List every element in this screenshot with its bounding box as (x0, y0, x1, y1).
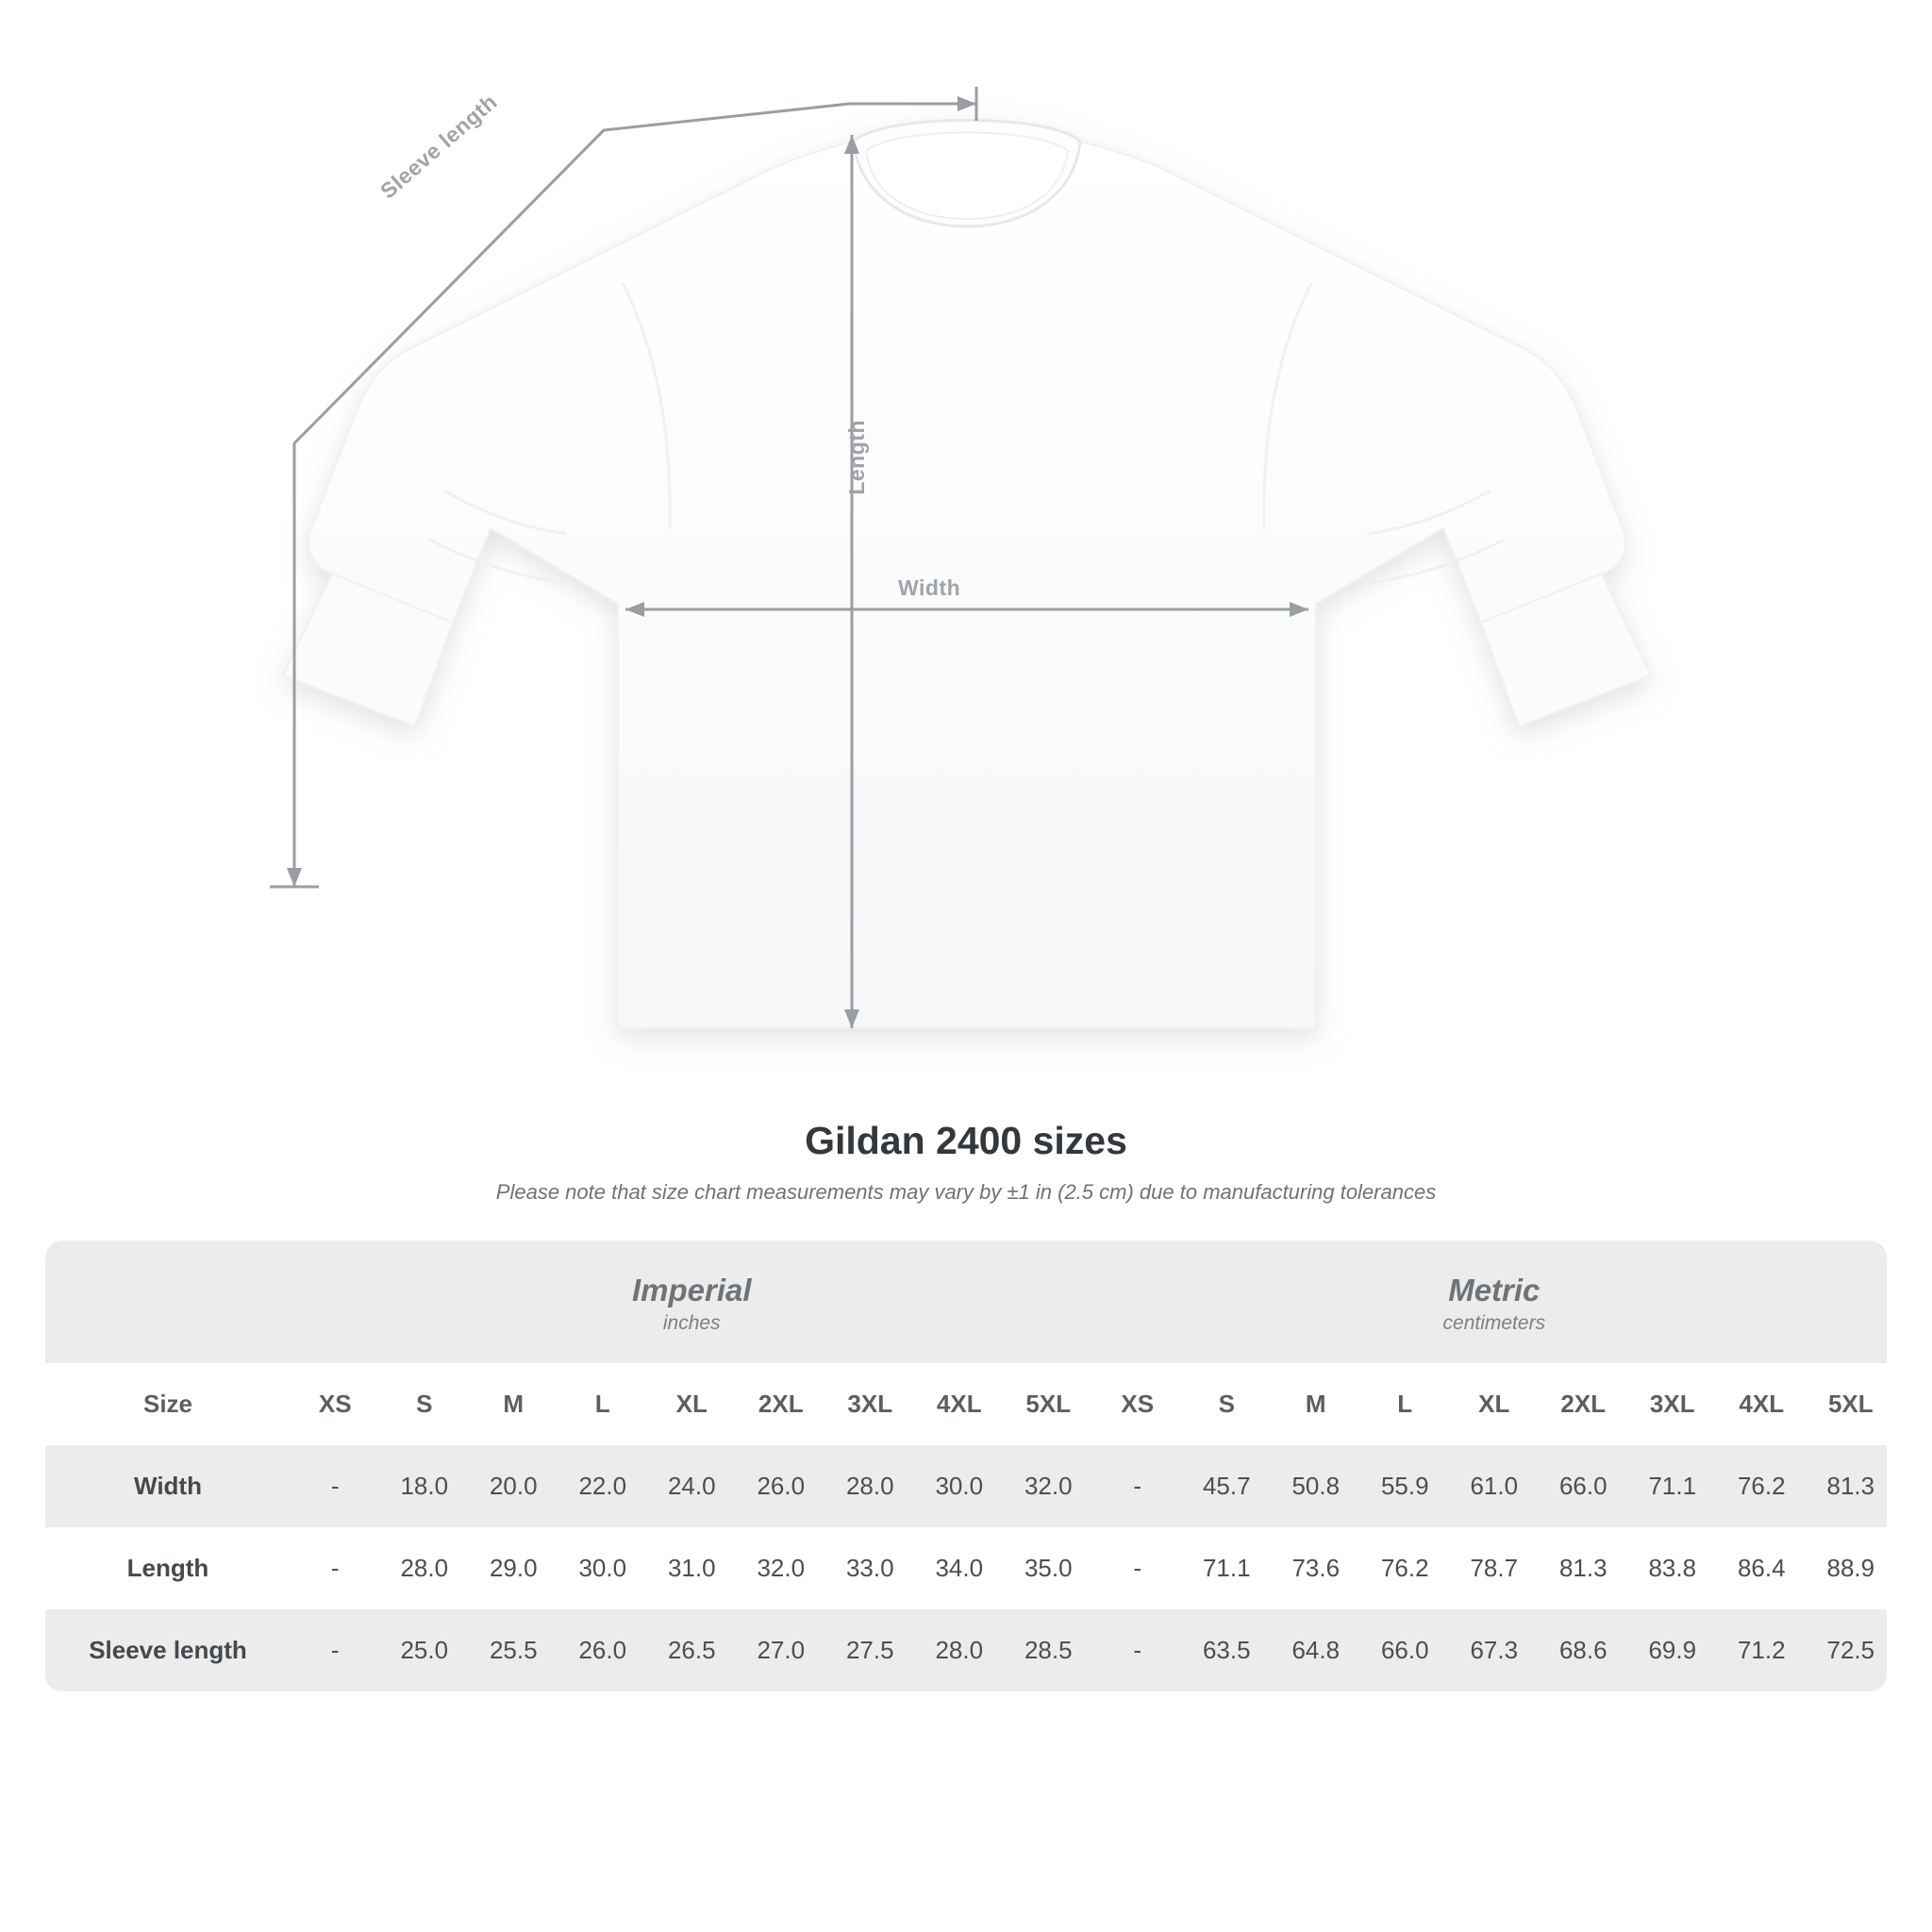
shirt-shape (283, 121, 1651, 1029)
cell-length-metric-m: 73.6 (1291, 1553, 1341, 1582)
page-title: Gildan 2400 sizes (805, 1119, 1127, 1162)
header-metric-s: S (1182, 1363, 1272, 1445)
header-metric-2xl: 2XL (1539, 1363, 1628, 1445)
cell-sleeve-imperial-2xl: 27.0 (737, 1609, 826, 1691)
cell-length-imperial-s: 28.0 (400, 1553, 449, 1582)
cell-length-metric-5xl: 88.9 (1826, 1553, 1875, 1582)
cell-width-imperial-xl: 24.0 (647, 1445, 737, 1527)
cell-width-imperial-4xl: 30.0 (915, 1445, 1005, 1527)
cell-width-metric-l: 55.9 (1360, 1445, 1450, 1527)
header-metric-xl: XL (1450, 1363, 1540, 1445)
metric-unit-header (1093, 1241, 1888, 1363)
header-imperial-5xl: 5XL (1004, 1363, 1093, 1445)
table-row (45, 1527, 1887, 1609)
cell-length-metric-4xl: 86.4 (1737, 1553, 1786, 1582)
header-metric-m: M (1272, 1363, 1361, 1445)
cell-width-metric-3xl: 71.1 (1628, 1445, 1718, 1527)
metric-unit-sub: centimeters (1442, 1311, 1546, 1334)
cell-sleeve-metric-xl: 67.3 (1450, 1609, 1540, 1691)
size-table-wrapper (45, 1241, 1887, 1691)
cell-length-imperial-xs: - (330, 1553, 340, 1582)
unit-spacer-cell (45, 1241, 291, 1363)
header-imperial-l: L (558, 1363, 648, 1445)
cell-sleeve-metric-s: 63.5 (1182, 1609, 1272, 1691)
cell-length-imperial-2xl: 32.0 (757, 1553, 806, 1582)
cell-sleeve-imperial-m: 25.5 (469, 1609, 558, 1691)
cell-length-imperial-xl: 31.0 (667, 1553, 716, 1582)
cell-width-metric-xs: - (1093, 1445, 1183, 1527)
cell-sleeve-imperial-l: 26.0 (558, 1609, 648, 1691)
cell-width-imperial-m: 20.0 (469, 1445, 558, 1527)
cell-width-metric-s: 45.7 (1182, 1445, 1272, 1527)
tolerance-note: Please note that size chart measurements may vary by ±1 in (2.5 cm) due to manufacturing tolerances (495, 1180, 1437, 1204)
cell-sleeve-imperial-5xl: 28.5 (1004, 1609, 1093, 1691)
cell-length-metric-l: 76.2 (1380, 1553, 1429, 1582)
cell-width-imperial-5xl: 32.0 (1004, 1445, 1093, 1527)
cell-width-imperial-3xl: 28.0 (825, 1445, 915, 1527)
chart-header (0, 1119, 1932, 1205)
cell-sleeve-metric-4xl: 71.2 (1717, 1609, 1807, 1691)
cell-sleeve-imperial-s: 25.0 (380, 1609, 470, 1691)
size-chart-table (45, 1241, 1887, 1691)
cell-width-metric-xl: 61.0 (1450, 1445, 1540, 1527)
metric-unit-name: Metric (1448, 1273, 1541, 1307)
cell-length-imperial-3xl: 33.0 (845, 1553, 894, 1582)
cell-sleeve-imperial-4xl: 28.0 (915, 1609, 1005, 1691)
cell-length-metric-xl: 78.7 (1470, 1553, 1519, 1582)
cell-length-imperial-5xl: 35.0 (1024, 1553, 1073, 1582)
cell-length-metric-3xl: 83.8 (1648, 1553, 1697, 1582)
header-imperial-xl: XL (647, 1363, 737, 1445)
header-imperial-4xl: 4XL (915, 1363, 1005, 1445)
cell-sleeve-imperial-xs: - (291, 1609, 380, 1691)
cell-sleeve-metric-xs: - (1093, 1609, 1183, 1691)
cell-width-imperial-s: 18.0 (380, 1445, 470, 1527)
cell-width-imperial-xs: - (291, 1445, 380, 1527)
header-imperial-xs: XS (291, 1363, 380, 1445)
cell-width-metric-4xl: 76.2 (1717, 1445, 1807, 1527)
cell-length-imperial-4xl: 34.0 (935, 1553, 984, 1582)
unit-header-row (45, 1241, 1887, 1363)
cell-width-metric-5xl: 81.3 (1807, 1445, 1888, 1527)
cell-length-imperial-m: 29.0 (489, 1553, 538, 1582)
header-metric-4xl: 4XL (1717, 1363, 1807, 1445)
cell-width-metric-2xl: 66.0 (1539, 1445, 1628, 1527)
cell-sleeve-metric-l: 66.0 (1360, 1609, 1450, 1691)
cell-length-imperial-l: 30.0 (578, 1553, 627, 1582)
cell-length-metric-s: 71.1 (1202, 1553, 1251, 1582)
header-imperial-m: M (469, 1363, 558, 1445)
size-header-row (45, 1363, 1887, 1445)
imperial-unit-header (291, 1241, 1093, 1363)
row-label-sleeve-length: Sleeve length (45, 1609, 291, 1691)
width-dimension-label: Width (898, 575, 961, 600)
length-dimension-label: Length (844, 420, 869, 495)
imperial-unit-name: Imperial (631, 1273, 752, 1307)
table-row (45, 1609, 1887, 1691)
cell-sleeve-metric-3xl: 69.9 (1628, 1609, 1718, 1691)
cell-width-imperial-2xl: 26.0 (737, 1445, 826, 1527)
header-imperial-s: S (380, 1363, 470, 1445)
cell-length-metric-xs: - (1133, 1553, 1142, 1582)
cell-sleeve-imperial-xl: 26.5 (647, 1609, 737, 1691)
row-label-length: Length (126, 1553, 209, 1582)
cell-sleeve-imperial-3xl: 27.5 (825, 1609, 915, 1691)
cell-width-metric-m: 50.8 (1272, 1445, 1361, 1527)
imperial-unit-sub: inches (662, 1311, 721, 1334)
header-imperial-3xl: 3XL (825, 1363, 915, 1445)
header-metric-l: L (1360, 1363, 1450, 1445)
cell-sleeve-metric-5xl: 72.5 (1807, 1609, 1888, 1691)
table-row (45, 1445, 1887, 1527)
cell-sleeve-metric-2xl: 68.6 (1539, 1609, 1628, 1691)
header-metric-3xl: 3XL (1628, 1363, 1718, 1445)
header-imperial-2xl: 2XL (737, 1363, 826, 1445)
row-label-width: Width (45, 1445, 291, 1527)
sleeve-length-dimension-label: Sleeve length (375, 89, 502, 204)
size-label-header: Size (45, 1363, 291, 1445)
cell-width-imperial-l: 22.0 (558, 1445, 648, 1527)
cell-length-metric-2xl: 81.3 (1558, 1553, 1607, 1582)
header-metric-xs: XS (1093, 1363, 1183, 1445)
cell-sleeve-metric-m: 64.8 (1272, 1609, 1361, 1691)
header-metric-5xl: 5XL (1807, 1363, 1888, 1445)
